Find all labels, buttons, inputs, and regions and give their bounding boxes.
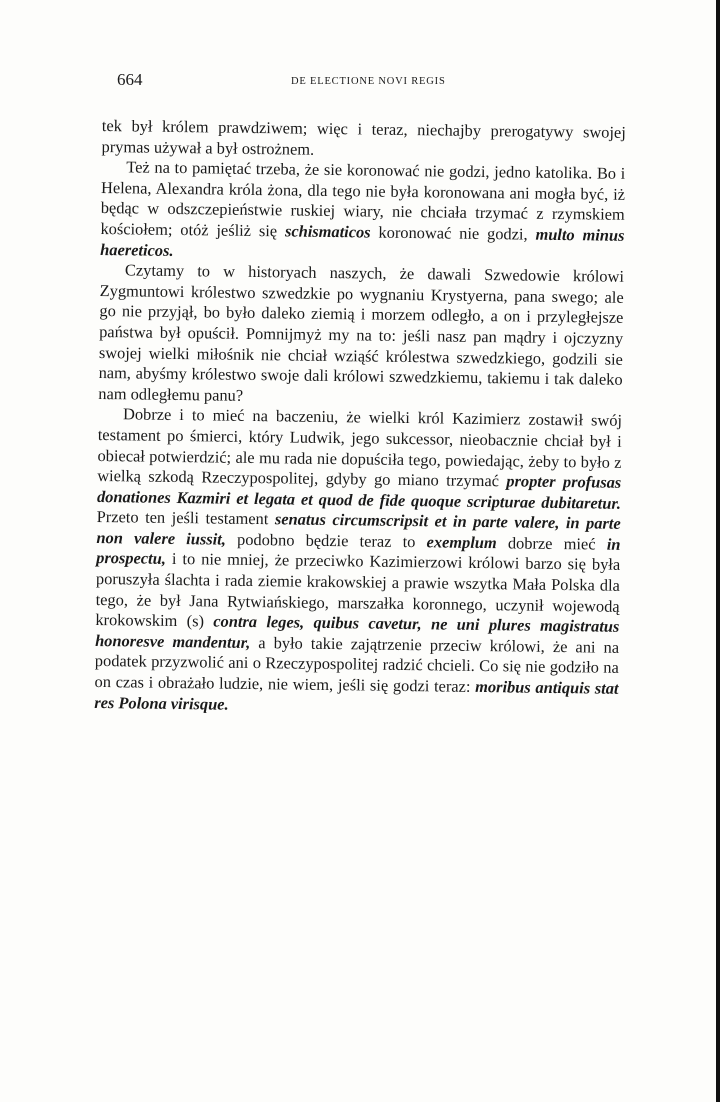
- text-run: podobno będzie teraz to: [225, 529, 427, 552]
- text-run: Dobrze i to mieć na baczeniu, że wielki król Kazimierz zostawił swój testament po śmierci, który Ludwik, jego sukcessor, nieobacznie chciał był i obiecał potwierdzić; ale mu rada nie dopuściła tego, powiedając, żeby to było z wielką szkodą Rzeczypospolitej, gdyby go miano trzymać: [97, 404, 623, 491]
- latin-phrase: propter profusas donationes Kazmiri et legata et quod de fide quoque scripturae dubitaretur.: [96, 471, 622, 513]
- paragraph: [98, 260, 624, 411]
- paragraph: [94, 404, 622, 720]
- latin-phrase: multo minus haereticos.: [100, 224, 625, 260]
- running-title: DE ELECTIONE NOVI REGIS: [291, 76, 446, 87]
- text-run: dobrze mieć: [496, 533, 607, 554]
- running-head: [117, 70, 637, 94]
- paragraph: [101, 116, 625, 164]
- scan-edge: [716, 0, 720, 1102]
- text-body: [94, 116, 626, 720]
- text-run: Przeto ten jeśli testament: [96, 507, 276, 529]
- text-run: a było takie zajątrzenie przeciw królowi, że ani na podatek przyzwolić ani o Rzeczypospolitej radzić chcieli. Co się nie godziło na on czas i obrażało ludzie, nie wiem, jeśli się godzi teraz:: [94, 632, 620, 696]
- paragraph: [100, 157, 625, 267]
- latin-phrase: schismaticos: [284, 221, 371, 242]
- text-run: tek był królem prawdziwem; więc i teraz, niechajby prerogatywy swojej prymas używał a był ostrożnem.: [101, 116, 626, 159]
- text-run: Czytamy to w historyach naszych, że dawali Szwedowie królowi Zygmuntowi królestwo szwedzkie po wygnaniu Krystyerna, pana swego; ale go nie przyjął, bo było daleko ziemią i morzem odległo, a on i przyległejsze państwa był opuścił. Pomnijmyż my na to: jeśli nasz pan mądry i ojczyzny swojej wielki miłośnik nie chciał wziąść królestwa szwedzkiego, godzili sie nam, abyśmy królestwo swoje dali królowi szwedzkiemu, takiemu i tak daleko nam odległemu panu?: [98, 260, 625, 405]
- text-run: i to nie mniej, że przeciwko Kazimierzowi królowi barzo się była poruszyła ślachta i rada ziemie krakowskiej a prawie wszytka Mała Polska dla tego, że był Jana Rytwiańskiego, marszałka koronnego, uczynił wojewodą krokowskim (s): [95, 549, 621, 631]
- text-run: koronować nie godzi,: [370, 222, 536, 244]
- latin-phrase: exemplum: [426, 532, 497, 553]
- page-number: 664: [117, 70, 143, 89]
- latin-phrase: moribus antiquis stat res Polona virisque.: [94, 676, 619, 714]
- latin-phrase: senatus circumscripsit et in parte valere, in parte non valere iussit,: [96, 509, 621, 549]
- latin-phrase: contra leges, quibus cavetur, ne uni plures magistratus honoresve mandentur,: [95, 611, 620, 652]
- latin-phrase: in prospectu,: [96, 534, 621, 569]
- text-run: Też na to pamiętać trzeba, że sie koronować nie godzi, jedno katolika. Bo i Helena, Alexandra króla żona, dla tego nie była koronowana ani mogła być, iż będąc w odszczepieństwie ruskiej wiary, nie chciała trzymać z rzymskiem kościołem; otóż jeśliż się: [100, 157, 626, 241]
